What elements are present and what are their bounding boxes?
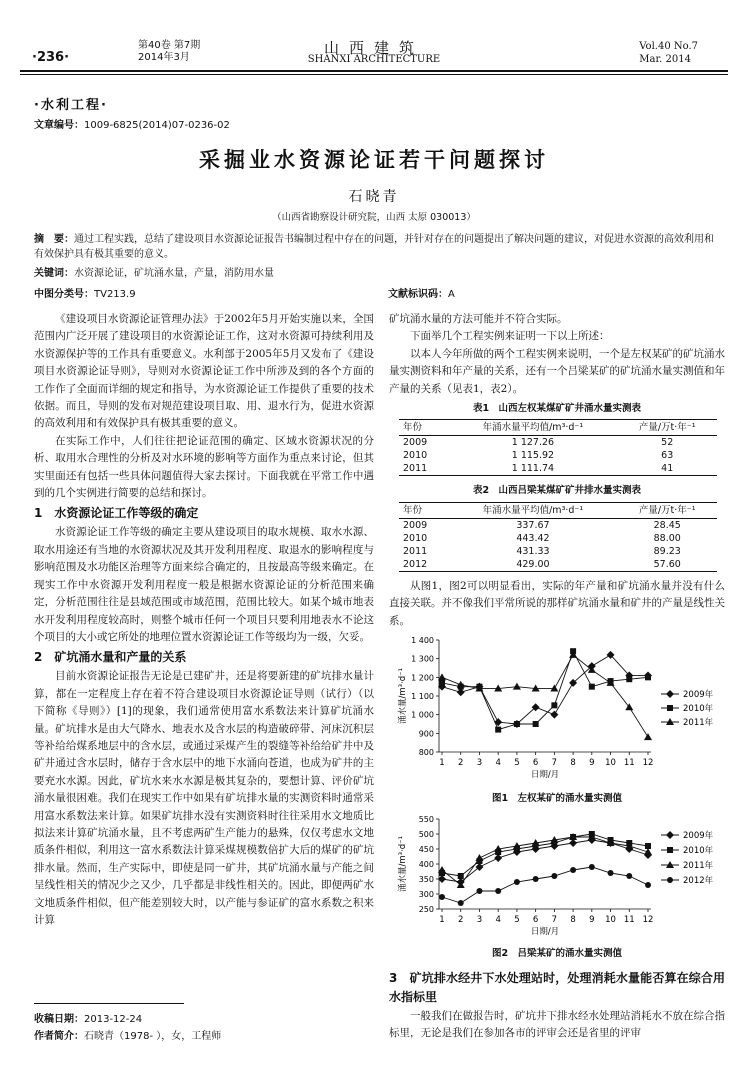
data-point (644, 733, 652, 740)
data-point (645, 674, 651, 680)
x-tick-label: 12 (642, 758, 654, 769)
data-point (645, 882, 651, 888)
legend-marker (666, 831, 674, 839)
x-axis-label: 日期/月 (530, 927, 560, 938)
x-tick-label: 7 (551, 758, 558, 769)
legend-marker (666, 690, 674, 698)
x-tick-label: 1 (439, 915, 445, 926)
table-cell: 28.45 (653, 519, 681, 531)
legend-marker (666, 861, 674, 868)
table-row (399, 449, 717, 462)
data-point (514, 721, 520, 727)
table-header-cell: 产量/万t·年⁻¹ (617, 502, 717, 518)
right-column (389, 311, 725, 1043)
legend-entry (661, 689, 714, 700)
series-2010年 (439, 648, 651, 732)
series-line (442, 834, 648, 876)
legend-entry (661, 860, 714, 871)
figure-1-caption: 图1 左权某矿的涌水量实测值 (491, 793, 623, 805)
data-point (494, 854, 502, 862)
data-point (550, 711, 558, 719)
series-line (442, 651, 648, 729)
y-tick-label: 400 (418, 860, 434, 870)
document-code (388, 285, 455, 300)
y-axis-label: 涌水量/m³·d⁻¹ (398, 668, 408, 725)
table-row (399, 532, 717, 545)
volume-en: Vol.40 No.7 (639, 41, 698, 52)
article-number-label: 文章编号： (34, 120, 84, 131)
table-cell: 2012 (399, 558, 448, 572)
author-bio (34, 1027, 221, 1042)
x-tick-label: 2 (458, 758, 464, 769)
figure-1-chart (389, 632, 725, 790)
y-tick-label: 1 300 (411, 654, 434, 664)
legend-marker (666, 718, 674, 725)
body-paragraph: 水资源论证工作等级的确定主要从建设项目的取水规模、取水水源、取水用途还有当地的水资源状况及其开发利用程度、取退水的影响程度与影响范围及水功能区治理等方面来综合确定的，且按最高等级来确定。在现实工作中水资源开发利用程度一般是根据水资源论证的分析范围来确定，分析范围往往是县域范围或市域范围，范围比较大。如某个城市地表水开发利用程度较高时，则整个城市任何一个项目只要利用地表水不论这个项目的大小或它所处的地理位置水资源论证工作等级均为一级，欠妥。 (34, 526, 374, 643)
body-paragraph: 在实际工作中，人们往往把论证范围的确定、区域水资源状况的分析、取用水合理性的分析及对水环境的影响等方面作为重点来讨论，但其实里面还有包括一些具体问题值得大家去探讨。下面我就在平常工作中遇到的几个实例进行简要的总结和探讨。 (34, 434, 374, 500)
data-point (570, 867, 576, 873)
table-row (399, 518, 717, 532)
table-cell: 2011 (399, 462, 448, 476)
data-point (608, 870, 614, 876)
doc-code-label: 文献标识码： (388, 289, 448, 300)
doc-code-value: A (448, 289, 455, 300)
journal-name-cn: 山西建筑 (323, 39, 424, 57)
x-tick-label: 5 (514, 915, 520, 926)
figure-2-caption: 图2 吕梁某矿的涌水量实测值 (491, 948, 623, 960)
data-point (439, 894, 445, 900)
x-tick-label: 8 (570, 915, 576, 926)
y-tick-label: 1 100 (411, 692, 434, 702)
legend-label: 2009年 (683, 831, 714, 842)
data-point (533, 876, 539, 882)
x-tick-label: 3 (476, 758, 483, 769)
clc-label: 中图分类号： (34, 289, 94, 300)
table-cell: 88.00 (653, 532, 681, 544)
x-tick-label: 9 (589, 915, 595, 926)
x-tick-label: 7 (551, 915, 558, 926)
x-tick-label: 4 (495, 915, 501, 926)
figure-2-chart (389, 813, 725, 945)
legend-label: 2012年 (683, 876, 714, 887)
table-cell: 431.33 (516, 545, 550, 557)
x-tick-label: 10 (605, 758, 616, 769)
data-point (626, 873, 632, 879)
received-date (34, 1010, 142, 1025)
table-header-cell: 年涌水量平均值/m³·d⁻¹ (448, 502, 617, 518)
volume-cn: 第40卷 第7期 (138, 40, 201, 51)
legend-label: 2011年 (683, 861, 714, 872)
received-value: 2013-12-24 (84, 1014, 143, 1025)
y-tick-label: 1 400 (411, 636, 434, 646)
table-cell: 1 127.26 (511, 437, 555, 449)
y-tick-label: 1 200 (411, 673, 434, 683)
x-tick-label: 6 (532, 758, 539, 769)
left-column (34, 311, 374, 929)
bio-value: 石晓青（1978- ），女，工程师 (84, 1031, 222, 1042)
data-point (550, 685, 558, 692)
table-2 (399, 502, 717, 572)
table-row (399, 558, 717, 572)
table-1-caption: 表1 山西左权某煤矿矿井涌水量实测表 (472, 403, 642, 415)
x-tick-label: 4 (495, 758, 501, 769)
x-tick-label: 12 (642, 915, 654, 926)
y-tick-label: 800 (418, 748, 434, 758)
table-header-row (399, 502, 717, 518)
body-paragraph: 目前水资源论证报告无论是已建矿井，还是将要新建的矿坑排水量计算，都在一定程度上存在着不符合建设项目水资源论证导则（试行）（以下简称《导则》）[1]的现象，我们通常使用富水系数法来计算矿坑涌水量。矿坑排水是由大气降水、地表水及含水层的构造破碎带、河床沉积层等补给给煤系地层中的含水层，或通过采煤产生的裂缝等补给给矿井中及矿井通过含水层时，储存于含水层中的地下水涌向苍道，也成为矿井的主要充水水源。因此，矿坑水来水水源是极其复杂的，要想计算、评价矿坑涌水量很困难。我们在现实工作中如果有矿坑排水量的实测资料时通常采用富水系数法来计算。如果矿坑排水没有实测资料时往往采用水文地质比拟法来计算矿坑涌水量，且不考虑两矿生产能力的悬殊，仅仅考虑水文地质条件相似，利用这一富水系数法计算采煤规模数倍扩大后的煤矿的矿坑排水量。然而，生产实际中，即使是同一矿井，其矿坑涌水量与产能之间呈线性相关的情况少之又少，几乎都是非线性相关的。因此，即便两矿水文地质条件相似，但产能差别较大时，以产能与参证矿的富水系数之积来计算 (34, 670, 374, 926)
x-tick-label: 11 (623, 915, 635, 926)
article-number (34, 116, 230, 131)
keywords (34, 264, 720, 279)
header-rule-thin (20, 74, 728, 75)
volume-issue-en (639, 40, 698, 66)
clc-value: TV213.9 (94, 289, 136, 300)
x-tick-label: 5 (514, 758, 520, 769)
body-paragraph: 一般我们在做报告时，矿坑井下排水经水处理站消耗水不放在综合指标里，无论是我们在参加各市的评审会还是省里的评审 (389, 1009, 725, 1040)
data-point (458, 900, 464, 906)
x-tick-label: 6 (532, 915, 539, 926)
legend-marker (667, 705, 673, 711)
table-cell: 443.42 (516, 532, 550, 544)
keywords-label: 关键词： (34, 268, 74, 279)
x-tick-label: 2 (458, 915, 464, 926)
data-point (551, 702, 557, 708)
x-tick-label: 8 (570, 758, 576, 769)
y-tick-label: 350 (418, 875, 434, 885)
y-tick-label: 900 (418, 729, 434, 739)
table-row (399, 462, 717, 476)
running-header (20, 36, 728, 70)
table-row (399, 545, 717, 558)
table-header-cell: 年涌水量平均值/m³·d⁻¹ (448, 420, 617, 436)
legend-label: 2009年 (683, 690, 714, 701)
legend-label: 2010年 (683, 846, 714, 857)
y-tick-label: 550 (418, 815, 434, 825)
table-cell: 2010 (403, 532, 428, 544)
y-tick-label: 450 (418, 845, 434, 855)
table-cell: 2009 (403, 519, 428, 531)
legend-marker (667, 877, 673, 883)
data-point (533, 721, 539, 727)
body-paragraph: 矿坑涌水量的方法可能并不符合实际。 (389, 313, 568, 325)
table-cell: 2010 (403, 450, 428, 462)
table-cell: 63 (661, 450, 674, 462)
data-point (458, 873, 464, 879)
table-1 (399, 419, 717, 476)
data-point (589, 864, 595, 870)
abstract-text: 通过工程实践，总结了建设项目水资源论证报告书编制过程中存在的问题，并针对存在的问题提出了解决问题的建议，对促进水资源的高效利用和有效保护具有极其重要的意义。 (34, 234, 714, 260)
data-point (475, 854, 483, 861)
series-2009年 (438, 651, 652, 728)
table-cell: 337.67 (516, 519, 550, 531)
table-cell: 1 115.92 (511, 450, 555, 462)
body-paragraph: 《建设项目水资源论证管理办法》于2002年5月开始实施以来，全国范围内广泛开展了建设项目的水资源论证工作，这对水资源可持续利用及水资源保护等的工作具有重要意义。水利部于2005年5月又发布了《建设项目水资源论证导则》，导则对水资源论证工作中所涉及到的各个方面的工作作了全面而详细的规定和指导，为水资源论证工作提供了重要的技术依据。而且，导则的发布对规范建设项目取、用、退水行为，促进水资源的高效利用和有效保护具有极其重要的意义。 (34, 313, 374, 430)
x-axis-label: 日期/月 (530, 770, 560, 781)
legend-entry (661, 875, 714, 886)
table-cell: 57.60 (617, 558, 717, 572)
body-paragraph: 下面举几个工程实例来证明一下以上所述： (410, 330, 610, 343)
section-tag: ·水利工程· (34, 98, 108, 113)
data-point (514, 879, 520, 885)
series-line (442, 840, 648, 882)
table-2-caption: 表2 山西吕梁某煤矿矿井排水量实测表 (472, 485, 642, 497)
series-2009年 (438, 836, 652, 886)
keywords-text: 水资源论证，矿坑涌水量，产量，消防用水量 (74, 268, 274, 279)
table-cell: 429.00 (448, 558, 617, 572)
date-cn: 2014年3月 (138, 52, 190, 63)
y-axis-label: 涌水量/m³·d⁻¹ (398, 836, 408, 893)
table-cell: 2009 (403, 437, 428, 449)
section-heading: 3 矿坑排水经井下水处理站时，处理消耗水量能否算在综合用水指标里 (389, 970, 725, 1004)
header-rule-thick (20, 70, 728, 72)
data-point (439, 680, 445, 686)
table-header-row (399, 420, 717, 436)
body-paragraph: 以本人今年所做的两个工程实例来说明，一个是左权某矿的矿坑涌水量实测资料和年产量的关系，还有一个吕梁某矿的矿坑涌水量实测值和年产量的关系（见表1，表2）。 (389, 347, 725, 395)
data-point (626, 676, 632, 682)
series-line (442, 655, 648, 737)
received-label: 收稿日期： (34, 1014, 84, 1025)
data-point (476, 888, 482, 894)
x-tick-label: 9 (589, 758, 595, 769)
data-point (569, 839, 577, 847)
data-point (495, 888, 501, 894)
legend-label: 2010年 (683, 704, 714, 715)
body-paragraph: 从图1，图2可以明显看出，实际的年产量和矿坑涌水量并没有什么直接关联。并不像我们平常所说的那样矿坑涌水量和矿井的产量是线性关系。 (389, 579, 725, 627)
table-header-cell: 产量/万t·年⁻¹ (617, 420, 717, 436)
table-cell: 41 (617, 462, 717, 476)
table-cell: 52 (661, 437, 674, 449)
series-2011年 (438, 651, 652, 740)
table-cell: 2011 (403, 545, 428, 557)
series-line (442, 655, 648, 724)
legend-entry (661, 830, 714, 841)
y-tick-label: 500 (418, 830, 434, 840)
data-point (495, 727, 501, 733)
x-tick-label: 10 (605, 915, 616, 926)
x-tick-label: 3 (476, 915, 483, 926)
data-point (589, 684, 595, 690)
section-heading: 2 矿坑涌水量和产量的关系 (34, 650, 187, 665)
clc-number (34, 285, 136, 300)
table-row (399, 436, 717, 450)
page-number: ·236· (32, 50, 70, 65)
affiliation: （山西省勘察设计研究院，山西 太原 030013） (272, 212, 476, 223)
series-2010年 (439, 831, 651, 879)
y-tick-label: 250 (418, 905, 434, 915)
table-header-cell: 年份 (399, 420, 448, 436)
abstract (34, 232, 720, 262)
footnote-rule (34, 1003, 184, 1004)
table-cell: 1 111.74 (448, 462, 617, 476)
legend-entry (661, 845, 714, 856)
legend-marker (667, 847, 673, 853)
abstract-label: 摘 要： (34, 234, 74, 245)
y-tick-label: 300 (418, 890, 434, 900)
legend-entry (661, 717, 714, 728)
legend-label: 2011年 (683, 718, 714, 729)
data-point (513, 683, 521, 690)
y-tick-label: 1 000 (411, 710, 434, 720)
article-title: 采掘业水资源论证若干问题探讨 (199, 147, 549, 172)
table-header-cell: 年份 (399, 502, 448, 518)
legend-entry (661, 703, 714, 714)
table-cell: 89.23 (653, 545, 681, 557)
section-heading: 1 水资源论证工作等级的确定 (34, 506, 199, 521)
bio-label: 作者简介： (34, 1031, 84, 1042)
author: 石晓青 (348, 189, 400, 205)
date-en: Mar. 2014 (639, 54, 691, 65)
x-tick-label: 1 (439, 758, 445, 769)
x-tick-label: 11 (623, 758, 635, 769)
journal-name-en: SHANXI ARCHITECTURE (307, 54, 441, 65)
data-point (551, 873, 557, 879)
article-number-value: 1009-6825(2014)07-0236-02 (84, 120, 230, 131)
